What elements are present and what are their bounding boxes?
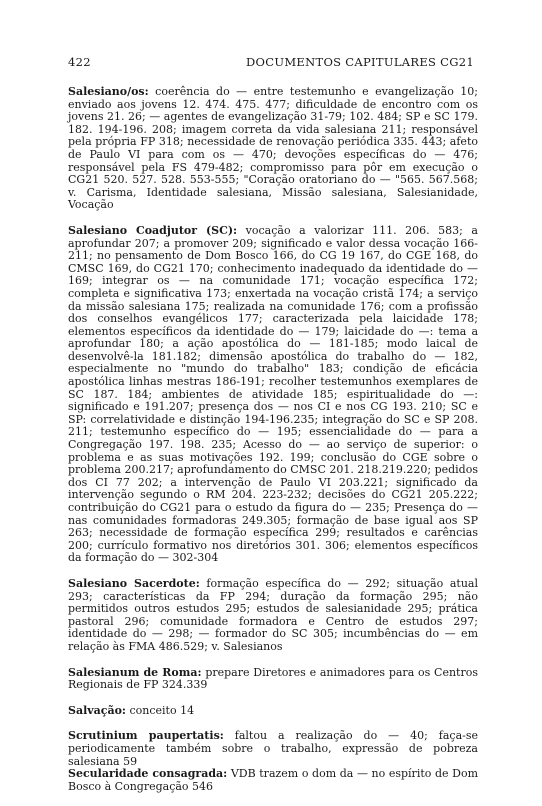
entry-heading: Secularidade consagrada: [68,767,228,781]
entry-body: faltou a realização do — 40; faça-se periodicamente também sobre o trabalho, expressão de pobreza salesiana 59 [68,729,478,768]
entry-heading: Salesiano Coadjutor (SC): [68,223,238,237]
index-entry-salesiano-coadjutor [68,225,478,565]
index-entry-secularidade-consagrada [68,768,478,793]
entry-body: formação específica do — 292; situação atual 293; características da FP 294; duração da formação 295; não permitidos outros estudos 295; estudos de salesianidade 295; prática pastoral 296; comunidade formadora e Centro de estudos 297; identidade do — 298; — formador do SC 305; incumbências do — em relação às FMA 486.529; v. Salesianos [68,576,478,653]
entry-heading: Scrutinium paupertatis: [68,729,224,743]
entry-heading: Salesianum de Roma: [68,665,202,679]
entry-body: VDB trazem o dom da — no espírito de Dom Bosco à Congregação 546 [68,767,478,793]
index-content [68,86,478,806]
index-entry-salesianum-roma [68,667,478,692]
running-title: DOCUMENTOS CAPITULARES CG21 [246,55,474,69]
entry-body: conceito 14 [126,703,195,717]
index-entry-salesianos [68,86,478,212]
entry-body: prepare Diretores e animadores para os Centros Regionais de FP 324.339 [68,665,478,692]
entry-heading: Salvação: [68,703,126,717]
page-number: 422 [68,55,91,69]
index-entry-salvacao [68,705,478,718]
entry-heading: Salesiano Sacerdote: [68,576,200,590]
page-header [68,55,474,69]
entry-body: coerência do — entre testemunho e evangelização 10; enviado aos jovens 12. 474. 475. 477; dificuldade de encontro com os jovens 21. 26; — agentes de evangelização 31-79; 102. 484; SP e SC 179. 182. 194-196. 208; imagem correta da vida salesiana 211; responsável pela própria FP 318; necessidade de renovação periódica 335. 443; afeto de Paulo VI para com os — 470; devoções específicas do — 476; responsável pela FS 479-482; compromisso para pôr em execução o CG21 520. 527. 528. 553-555; "Coração oratoriano do — "565. 567.568; v. Carisma, Identidade salesiana, Missão salesiana, Salesianidade, Vocação [68,85,478,212]
index-entry-scrutinium-paupertatis [68,730,478,768]
entry-heading: Salesiano/os: [68,85,149,98]
entry-body: vocação a valorizar 111. 206. 583; a aprofundar 207; a promover 209; significado e valor dessa vocação 166-211; no pensamento de Dom Bosco 166, do CG 19 167, do CGE 168, do CMSC 169, do CG21 170; conhecimento inadequado da identidade do — 169; integrar os — na comunidade 171; vocação específica 172; completa e significativa 173; enxertada na vocação cristã 174; a serviço da missão salesiana 175; realizada na comunidade 176; com a profissão dos conselhos evangélicos 177; caracterizada pela laicidade 178; elementos específicos da identidade do — 179; laicidade do —: tema a aprofundar 180; a ação apostólica do — 181-185; modo laical de desenvolvê-la 181.182; dimensão apostólica do trabalho do — 182, especialmente no "mundo do trabalho" 183; condição de eficácia apostólica linhas mestras 186-191; recolher testemunhos exemplares de SC 187. 184; ambientes de atividade 185; espiritualidade do —: significado e 191.207; presença dos — nos CI e nos CG 193. 210; SC e SP: correlatividade e distinção 194-196.235; integração do SC e SP 208. 211; testemunho específico do — 195; essencialidade do — para a Congregação 197. 198. 235; Acesso do — ao serviço de superior: o problema e as suas motivações 192. 199; conclusão do CGE sobre o problema 200.217; aprofundamento do CMSC 201. 218.219.220; pedidos dos CI 77 202; a intervenção de Paulo VI 203.221; significado da intervenção segundo o RM 204. 223-232; decisões do CG21 205.222; contribuição do CG21 para o estudo da figura do — 235; Presença do — nas comunidades formadoras 249.305; formação de base igual aos SP 263; necessidade de formação específica 299; resultados e carências 200; currículo formativo nos diretórios 301. 306; elementos específicos da formação do — 302-304 [68,223,478,565]
index-entry-salesiano-sacerdote [68,578,478,654]
